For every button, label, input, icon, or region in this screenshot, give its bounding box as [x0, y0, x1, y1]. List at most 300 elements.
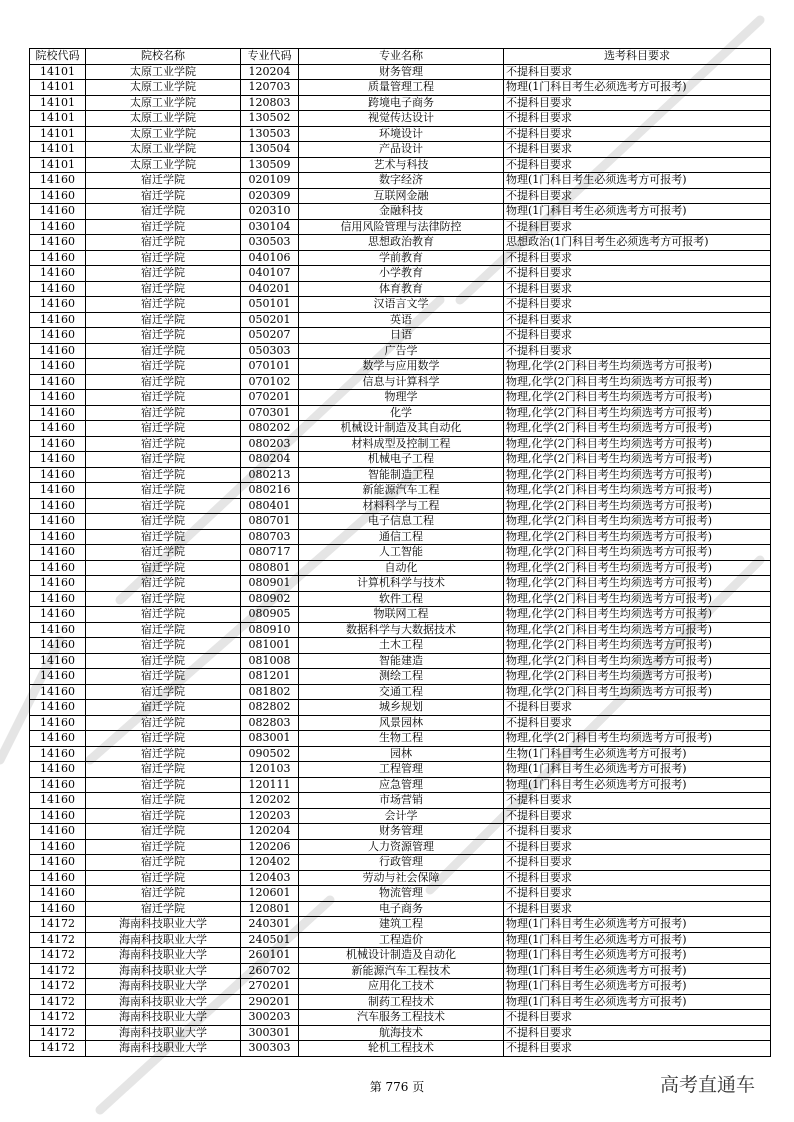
- table-header-row: [30, 49, 771, 65]
- subject-requirement-cell: 物理,化学(2门科目考生均须选考方可报考): [504, 607, 771, 623]
- major-code-cell: 120801: [241, 901, 299, 917]
- major-name-cell: 轮机工程技术: [299, 1041, 504, 1057]
- school-name-cell: 宿迁学院: [86, 824, 241, 840]
- table-row: [30, 95, 771, 111]
- table-row: [30, 560, 771, 576]
- school-name-cell: 太原工业学院: [86, 64, 241, 80]
- table-row: [30, 808, 771, 824]
- table-row: [30, 374, 771, 390]
- subject-requirement-cell: 物理,化学(2门科目考生均须选考方可报考): [504, 498, 771, 514]
- school-name-cell: 太原工业学院: [86, 157, 241, 173]
- subject-requirement-cell: 物理,化学(2门科目考生均须选考方可报考): [504, 591, 771, 607]
- school-code-cell: 14172: [30, 1041, 86, 1057]
- school-code-cell: 14160: [30, 188, 86, 204]
- subject-requirement-cell: 不提科目要求: [504, 886, 771, 902]
- table-row: [30, 932, 771, 948]
- subject-requirement-cell: 不提科目要求: [504, 64, 771, 80]
- major-name-cell: 人工智能: [299, 545, 504, 561]
- major-code-cell: 020109: [241, 173, 299, 189]
- school-code-cell: 14172: [30, 963, 86, 979]
- school-code-cell: 14160: [30, 467, 86, 483]
- major-code-cell: 050303: [241, 343, 299, 359]
- table-row: [30, 1010, 771, 1026]
- school-code-cell: 14160: [30, 839, 86, 855]
- school-code-cell: 14160: [30, 700, 86, 716]
- subject-requirement-cell: 物理,化学(2门科目考生均须选考方可报考): [504, 514, 771, 530]
- school-name-cell: 海南科技职业大学: [86, 917, 241, 933]
- major-code-cell: 120111: [241, 777, 299, 793]
- subject-requirement-cell: 不提科目要求: [504, 855, 771, 871]
- major-code-cell: 040107: [241, 266, 299, 282]
- table-row: [30, 498, 771, 514]
- school-code-cell: 14101: [30, 80, 86, 96]
- major-name-cell: 视觉传达设计: [299, 111, 504, 127]
- school-code-cell: 14160: [30, 452, 86, 468]
- major-name-cell: 行政管理: [299, 855, 504, 871]
- major-name-cell: 材料科学与工程: [299, 498, 504, 514]
- table-row: [30, 514, 771, 530]
- major-code-cell: 083001: [241, 731, 299, 747]
- subject-requirement-cell: 物理,化学(2门科目考生均须选考方可报考): [504, 390, 771, 406]
- school-name-cell: 宿迁学院: [86, 762, 241, 778]
- major-code-cell: 050101: [241, 297, 299, 313]
- school-name-cell: 宿迁学院: [86, 684, 241, 700]
- admission-requirements-table: [29, 48, 771, 1057]
- major-name-cell: 环境设计: [299, 126, 504, 142]
- major-code-cell: 300303: [241, 1041, 299, 1057]
- school-name-cell: 宿迁学院: [86, 591, 241, 607]
- major-name-cell: 广告学: [299, 343, 504, 359]
- subject-requirement-cell: 不提科目要求: [504, 793, 771, 809]
- school-name-cell: 宿迁学院: [86, 421, 241, 437]
- school-name-cell: 海南科技职业大学: [86, 1010, 241, 1026]
- subject-requirement-cell: 物理,化学(2门科目考生均须选考方可报考): [504, 452, 771, 468]
- major-name-cell: 体育教育: [299, 281, 504, 297]
- table-row: [30, 235, 771, 251]
- school-name-cell: 海南科技职业大学: [86, 948, 241, 964]
- school-code-cell: 14160: [30, 235, 86, 251]
- subject-requirement-cell: 不提科目要求: [504, 95, 771, 111]
- major-name-cell: 数据科学与大数据技术: [299, 622, 504, 638]
- major-code-cell: 080703: [241, 529, 299, 545]
- major-code-cell: 300203: [241, 1010, 299, 1026]
- table-row: [30, 731, 771, 747]
- school-code-cell: 14160: [30, 638, 86, 654]
- table-row: [30, 777, 771, 793]
- subject-requirement-cell: 物理,化学(2门科目考生均须选考方可报考): [504, 374, 771, 390]
- major-code-cell: 120103: [241, 762, 299, 778]
- table-row: [30, 886, 771, 902]
- school-code-cell: 14172: [30, 932, 86, 948]
- school-name-cell: 宿迁学院: [86, 638, 241, 654]
- school-code-cell: 14160: [30, 653, 86, 669]
- major-code-cell: 130509: [241, 157, 299, 173]
- major-name-cell: 化学: [299, 405, 504, 421]
- table-row: [30, 963, 771, 979]
- major-code-cell: 120206: [241, 839, 299, 855]
- school-code-cell: 14160: [30, 886, 86, 902]
- table-row: [30, 80, 771, 96]
- school-name-cell: 宿迁学院: [86, 545, 241, 561]
- major-code-cell: 270201: [241, 979, 299, 995]
- school-code-cell: 14160: [30, 173, 86, 189]
- table-row: [30, 483, 771, 499]
- table-row: [30, 204, 771, 220]
- table-row: [30, 715, 771, 731]
- table-row: [30, 839, 771, 855]
- subject-requirement-cell: 生物(1门科目考生必须选考方可报考): [504, 746, 771, 762]
- subject-requirement-cell: 不提科目要求: [504, 328, 771, 344]
- subject-requirement-cell: 不提科目要求: [504, 312, 771, 328]
- table-row: [30, 979, 771, 995]
- school-name-cell: 宿迁学院: [86, 452, 241, 468]
- table-row: [30, 948, 771, 964]
- subject-requirement-cell: 不提科目要求: [504, 297, 771, 313]
- major-code-cell: 120402: [241, 855, 299, 871]
- school-name-cell: 宿迁学院: [86, 731, 241, 747]
- page-number: 第 776 页: [369, 1080, 425, 1094]
- table-row: [30, 452, 771, 468]
- major-code-cell: 130502: [241, 111, 299, 127]
- major-code-cell: 260702: [241, 963, 299, 979]
- major-name-cell: 测绘工程: [299, 669, 504, 685]
- major-code-cell: 020309: [241, 188, 299, 204]
- major-code-cell: 080901: [241, 576, 299, 592]
- school-code-cell: 14172: [30, 994, 86, 1010]
- school-name-cell: 宿迁学院: [86, 560, 241, 576]
- header-subject-requirement: 选考科目要求: [504, 49, 771, 65]
- school-code-cell: 14160: [30, 824, 86, 840]
- major-name-cell: 数学与应用数学: [299, 359, 504, 375]
- major-name-cell: 园林: [299, 746, 504, 762]
- table-row: [30, 266, 771, 282]
- table-row: [30, 917, 771, 933]
- school-name-cell: 宿迁学院: [86, 901, 241, 917]
- school-name-cell: 宿迁学院: [86, 669, 241, 685]
- major-name-cell: 应用化工技术: [299, 979, 504, 995]
- school-name-cell: 宿迁学院: [86, 390, 241, 406]
- school-code-cell: 14160: [30, 343, 86, 359]
- school-name-cell: 海南科技职业大学: [86, 979, 241, 995]
- table-row: [30, 994, 771, 1010]
- subject-requirement-cell: 物理(1门科目考生必须选考方可报考): [504, 994, 771, 1010]
- major-code-cell: 080801: [241, 560, 299, 576]
- major-code-cell: 081802: [241, 684, 299, 700]
- school-code-cell: 14160: [30, 622, 86, 638]
- school-name-cell: 宿迁学院: [86, 886, 241, 902]
- major-code-cell: 120703: [241, 80, 299, 96]
- major-code-cell: 120203: [241, 808, 299, 824]
- major-name-cell: 学前教育: [299, 250, 504, 266]
- school-name-cell: 宿迁学院: [86, 436, 241, 452]
- subject-requirement-cell: 物理(1门科目考生必须选考方可报考): [504, 777, 771, 793]
- school-code-cell: 14160: [30, 514, 86, 530]
- school-name-cell: 宿迁学院: [86, 266, 241, 282]
- school-code-cell: 14160: [30, 762, 86, 778]
- major-code-cell: 090502: [241, 746, 299, 762]
- table-row: [30, 669, 771, 685]
- school-code-cell: 14101: [30, 111, 86, 127]
- major-code-cell: 020310: [241, 204, 299, 220]
- major-name-cell: 新能源汽车工程技术: [299, 963, 504, 979]
- major-name-cell: 小学教育: [299, 266, 504, 282]
- table-row: [30, 219, 771, 235]
- school-code-cell: 14160: [30, 808, 86, 824]
- school-name-cell: 宿迁学院: [86, 498, 241, 514]
- school-name-cell: 宿迁学院: [86, 281, 241, 297]
- subject-requirement-cell: 物理(1门科目考生必须选考方可报考): [504, 80, 771, 96]
- subject-requirement-cell: 不提科目要求: [504, 250, 771, 266]
- school-code-cell: 14160: [30, 359, 86, 375]
- table-row: [30, 359, 771, 375]
- table-row: [30, 762, 771, 778]
- subject-requirement-cell: 物理,化学(2门科目考生均须选考方可报考): [504, 405, 771, 421]
- major-name-cell: 信用风险管理与法律防控: [299, 219, 504, 235]
- table-row: [30, 607, 771, 623]
- school-code-cell: 14101: [30, 126, 86, 142]
- major-code-cell: 081008: [241, 653, 299, 669]
- subject-requirement-cell: 思想政治(1门科目考生必须选考方可报考): [504, 235, 771, 251]
- major-code-cell: 040106: [241, 250, 299, 266]
- school-code-cell: 14160: [30, 374, 86, 390]
- school-name-cell: 宿迁学院: [86, 653, 241, 669]
- school-name-cell: 太原工业学院: [86, 80, 241, 96]
- major-name-cell: 材料成型及控制工程: [299, 436, 504, 452]
- subject-requirement-cell: 物理,化学(2门科目考生均须选考方可报考): [504, 622, 771, 638]
- major-code-cell: 120601: [241, 886, 299, 902]
- table-row: [30, 653, 771, 669]
- school-name-cell: 太原工业学院: [86, 126, 241, 142]
- subject-requirement-cell: 物理,化学(2门科目考生均须选考方可报考): [504, 467, 771, 483]
- school-code-cell: 14160: [30, 250, 86, 266]
- school-name-cell: 宿迁学院: [86, 219, 241, 235]
- school-code-cell: 14160: [30, 390, 86, 406]
- school-name-cell: 宿迁学院: [86, 777, 241, 793]
- major-name-cell: 汽车服务工程技术: [299, 1010, 504, 1026]
- school-code-cell: 14160: [30, 529, 86, 545]
- school-code-cell: 14160: [30, 855, 86, 871]
- subject-requirement-cell: 物理(1门科目考生必须选考方可报考): [504, 963, 771, 979]
- major-name-cell: 风景园林: [299, 715, 504, 731]
- school-code-cell: 14160: [30, 777, 86, 793]
- major-name-cell: 劳动与社会保障: [299, 870, 504, 886]
- school-name-cell: 宿迁学院: [86, 204, 241, 220]
- school-code-cell: 14172: [30, 917, 86, 933]
- major-name-cell: 土木工程: [299, 638, 504, 654]
- school-code-cell: 14172: [30, 948, 86, 964]
- major-name-cell: 财务管理: [299, 64, 504, 80]
- subject-requirement-cell: 物理(1门科目考生必须选考方可报考): [504, 979, 771, 995]
- table-row: [30, 250, 771, 266]
- table-row: [30, 591, 771, 607]
- school-code-cell: 14160: [30, 731, 86, 747]
- subject-requirement-cell: 物理,化学(2门科目考生均须选考方可报考): [504, 529, 771, 545]
- header-major-code: 专业代码: [241, 49, 299, 65]
- school-name-cell: 宿迁学院: [86, 328, 241, 344]
- major-name-cell: 物联网工程: [299, 607, 504, 623]
- subject-requirement-cell: 不提科目要求: [504, 901, 771, 917]
- major-code-cell: 080216: [241, 483, 299, 499]
- major-name-cell: 智能建造: [299, 653, 504, 669]
- major-name-cell: 机械设计制造及自动化: [299, 948, 504, 964]
- subject-requirement-cell: 物理,化学(2门科目考生均须选考方可报考): [504, 576, 771, 592]
- school-code-cell: 14160: [30, 870, 86, 886]
- major-name-cell: 交通工程: [299, 684, 504, 700]
- school-name-cell: 宿迁学院: [86, 374, 241, 390]
- major-name-cell: 信息与计算科学: [299, 374, 504, 390]
- major-code-cell: 082802: [241, 700, 299, 716]
- major-code-cell: 240301: [241, 917, 299, 933]
- major-code-cell: 050201: [241, 312, 299, 328]
- subject-requirement-cell: 不提科目要求: [504, 808, 771, 824]
- school-name-cell: 宿迁学院: [86, 808, 241, 824]
- table-row: [30, 390, 771, 406]
- major-code-cell: 080401: [241, 498, 299, 514]
- major-name-cell: 产品设计: [299, 142, 504, 158]
- school-name-cell: 海南科技职业大学: [86, 994, 241, 1010]
- major-name-cell: 生物工程: [299, 731, 504, 747]
- header-school-name: 院校名称: [86, 49, 241, 65]
- subject-requirement-cell: 不提科目要求: [504, 1025, 771, 1041]
- table-row: [30, 157, 771, 173]
- major-code-cell: 120204: [241, 64, 299, 80]
- table-row: [30, 126, 771, 142]
- table-row: [30, 281, 771, 297]
- school-code-cell: 14160: [30, 576, 86, 592]
- school-code-cell: 14160: [30, 421, 86, 437]
- major-name-cell: 计算机科学与技术: [299, 576, 504, 592]
- table-row: [30, 312, 771, 328]
- school-name-cell: 宿迁学院: [86, 607, 241, 623]
- major-code-cell: 080203: [241, 436, 299, 452]
- major-name-cell: 跨境电子商务: [299, 95, 504, 111]
- school-code-cell: 14172: [30, 979, 86, 995]
- major-code-cell: 130503: [241, 126, 299, 142]
- school-code-cell: 14160: [30, 607, 86, 623]
- major-name-cell: 机械电子工程: [299, 452, 504, 468]
- school-name-cell: 宿迁学院: [86, 343, 241, 359]
- school-code-cell: 14172: [30, 1010, 86, 1026]
- major-code-cell: 070301: [241, 405, 299, 421]
- table-row: [30, 855, 771, 871]
- school-name-cell: 宿迁学院: [86, 715, 241, 731]
- subject-requirement-cell: 不提科目要求: [504, 126, 771, 142]
- school-code-cell: 14160: [30, 901, 86, 917]
- school-code-cell: 14160: [30, 669, 86, 685]
- school-code-cell: 14160: [30, 436, 86, 452]
- table-row: [30, 700, 771, 716]
- subject-requirement-cell: 物理,化学(2门科目考生均须选考方可报考): [504, 545, 771, 561]
- table-row: [30, 111, 771, 127]
- table-row: [30, 405, 771, 421]
- table-row: [30, 684, 771, 700]
- school-code-cell: 14160: [30, 498, 86, 514]
- major-code-cell: 130504: [241, 142, 299, 158]
- school-name-cell: 宿迁学院: [86, 700, 241, 716]
- major-code-cell: 290201: [241, 994, 299, 1010]
- school-code-cell: 14160: [30, 312, 86, 328]
- school-name-cell: 宿迁学院: [86, 188, 241, 204]
- major-name-cell: 日语: [299, 328, 504, 344]
- school-name-cell: 宿迁学院: [86, 312, 241, 328]
- school-code-cell: 14160: [30, 204, 86, 220]
- school-code-cell: 14101: [30, 64, 86, 80]
- school-code-cell: 14101: [30, 157, 86, 173]
- subject-requirement-cell: 物理(1门科目考生必须选考方可报考): [504, 917, 771, 933]
- table-row: [30, 173, 771, 189]
- subject-requirement-cell: 物理,化学(2门科目考生均须选考方可报考): [504, 731, 771, 747]
- subject-requirement-cell: 不提科目要求: [504, 111, 771, 127]
- school-code-cell: 14160: [30, 297, 86, 313]
- table-row: [30, 746, 771, 762]
- major-code-cell: 300301: [241, 1025, 299, 1041]
- major-name-cell: 新能源汽车工程: [299, 483, 504, 499]
- school-code-cell: 14101: [30, 95, 86, 111]
- major-name-cell: 通信工程: [299, 529, 504, 545]
- subject-requirement-cell: 物理,化学(2门科目考生均须选考方可报考): [504, 421, 771, 437]
- school-name-cell: 太原工业学院: [86, 95, 241, 111]
- school-name-cell: 海南科技职业大学: [86, 1025, 241, 1041]
- table-row: [30, 529, 771, 545]
- major-code-cell: 240501: [241, 932, 299, 948]
- subject-requirement-cell: 不提科目要求: [504, 343, 771, 359]
- subject-requirement-cell: 物理,化学(2门科目考生均须选考方可报考): [504, 436, 771, 452]
- major-code-cell: 070201: [241, 390, 299, 406]
- major-code-cell: 080905: [241, 607, 299, 623]
- major-code-cell: 050207: [241, 328, 299, 344]
- major-name-cell: 市场营销: [299, 793, 504, 809]
- major-name-cell: 人力资源管理: [299, 839, 504, 855]
- table-row: [30, 622, 771, 638]
- table-row: [30, 64, 771, 80]
- school-name-cell: 宿迁学院: [86, 746, 241, 762]
- major-code-cell: 080717: [241, 545, 299, 561]
- school-name-cell: 海南科技职业大学: [86, 1041, 241, 1057]
- subject-requirement-cell: 不提科目要求: [504, 266, 771, 282]
- subject-requirement-cell: 不提科目要求: [504, 824, 771, 840]
- major-code-cell: 040201: [241, 281, 299, 297]
- school-code-cell: 14160: [30, 746, 86, 762]
- brand-logo-text: 高考直通车: [660, 1074, 756, 1096]
- major-code-cell: 120803: [241, 95, 299, 111]
- major-code-cell: 081201: [241, 669, 299, 685]
- table-row: [30, 824, 771, 840]
- major-name-cell: 互联网金融: [299, 188, 504, 204]
- header-school-code: 院校代码: [30, 49, 86, 65]
- major-code-cell: 120204: [241, 824, 299, 840]
- major-name-cell: 英语: [299, 312, 504, 328]
- subject-requirement-cell: 不提科目要求: [504, 870, 771, 886]
- subject-requirement-cell: 不提科目要求: [504, 1010, 771, 1026]
- school-name-cell: 太原工业学院: [86, 142, 241, 158]
- subject-requirement-cell: 不提科目要求: [504, 188, 771, 204]
- subject-requirement-cell: 不提科目要求: [504, 142, 771, 158]
- major-code-cell: 070102: [241, 374, 299, 390]
- major-code-cell: 081001: [241, 638, 299, 654]
- major-name-cell: 电子商务: [299, 901, 504, 917]
- subject-requirement-cell: 物理(1门科目考生必须选考方可报考): [504, 762, 771, 778]
- subject-requirement-cell: 物理,化学(2门科目考生均须选考方可报考): [504, 638, 771, 654]
- school-code-cell: 14160: [30, 328, 86, 344]
- school-name-cell: 宿迁学院: [86, 514, 241, 530]
- major-name-cell: 软件工程: [299, 591, 504, 607]
- table-row: [30, 870, 771, 886]
- header-major-name: 专业名称: [299, 49, 504, 65]
- school-code-cell: 14160: [30, 793, 86, 809]
- table-row: [30, 1025, 771, 1041]
- major-name-cell: 物流管理: [299, 886, 504, 902]
- major-code-cell: 260101: [241, 948, 299, 964]
